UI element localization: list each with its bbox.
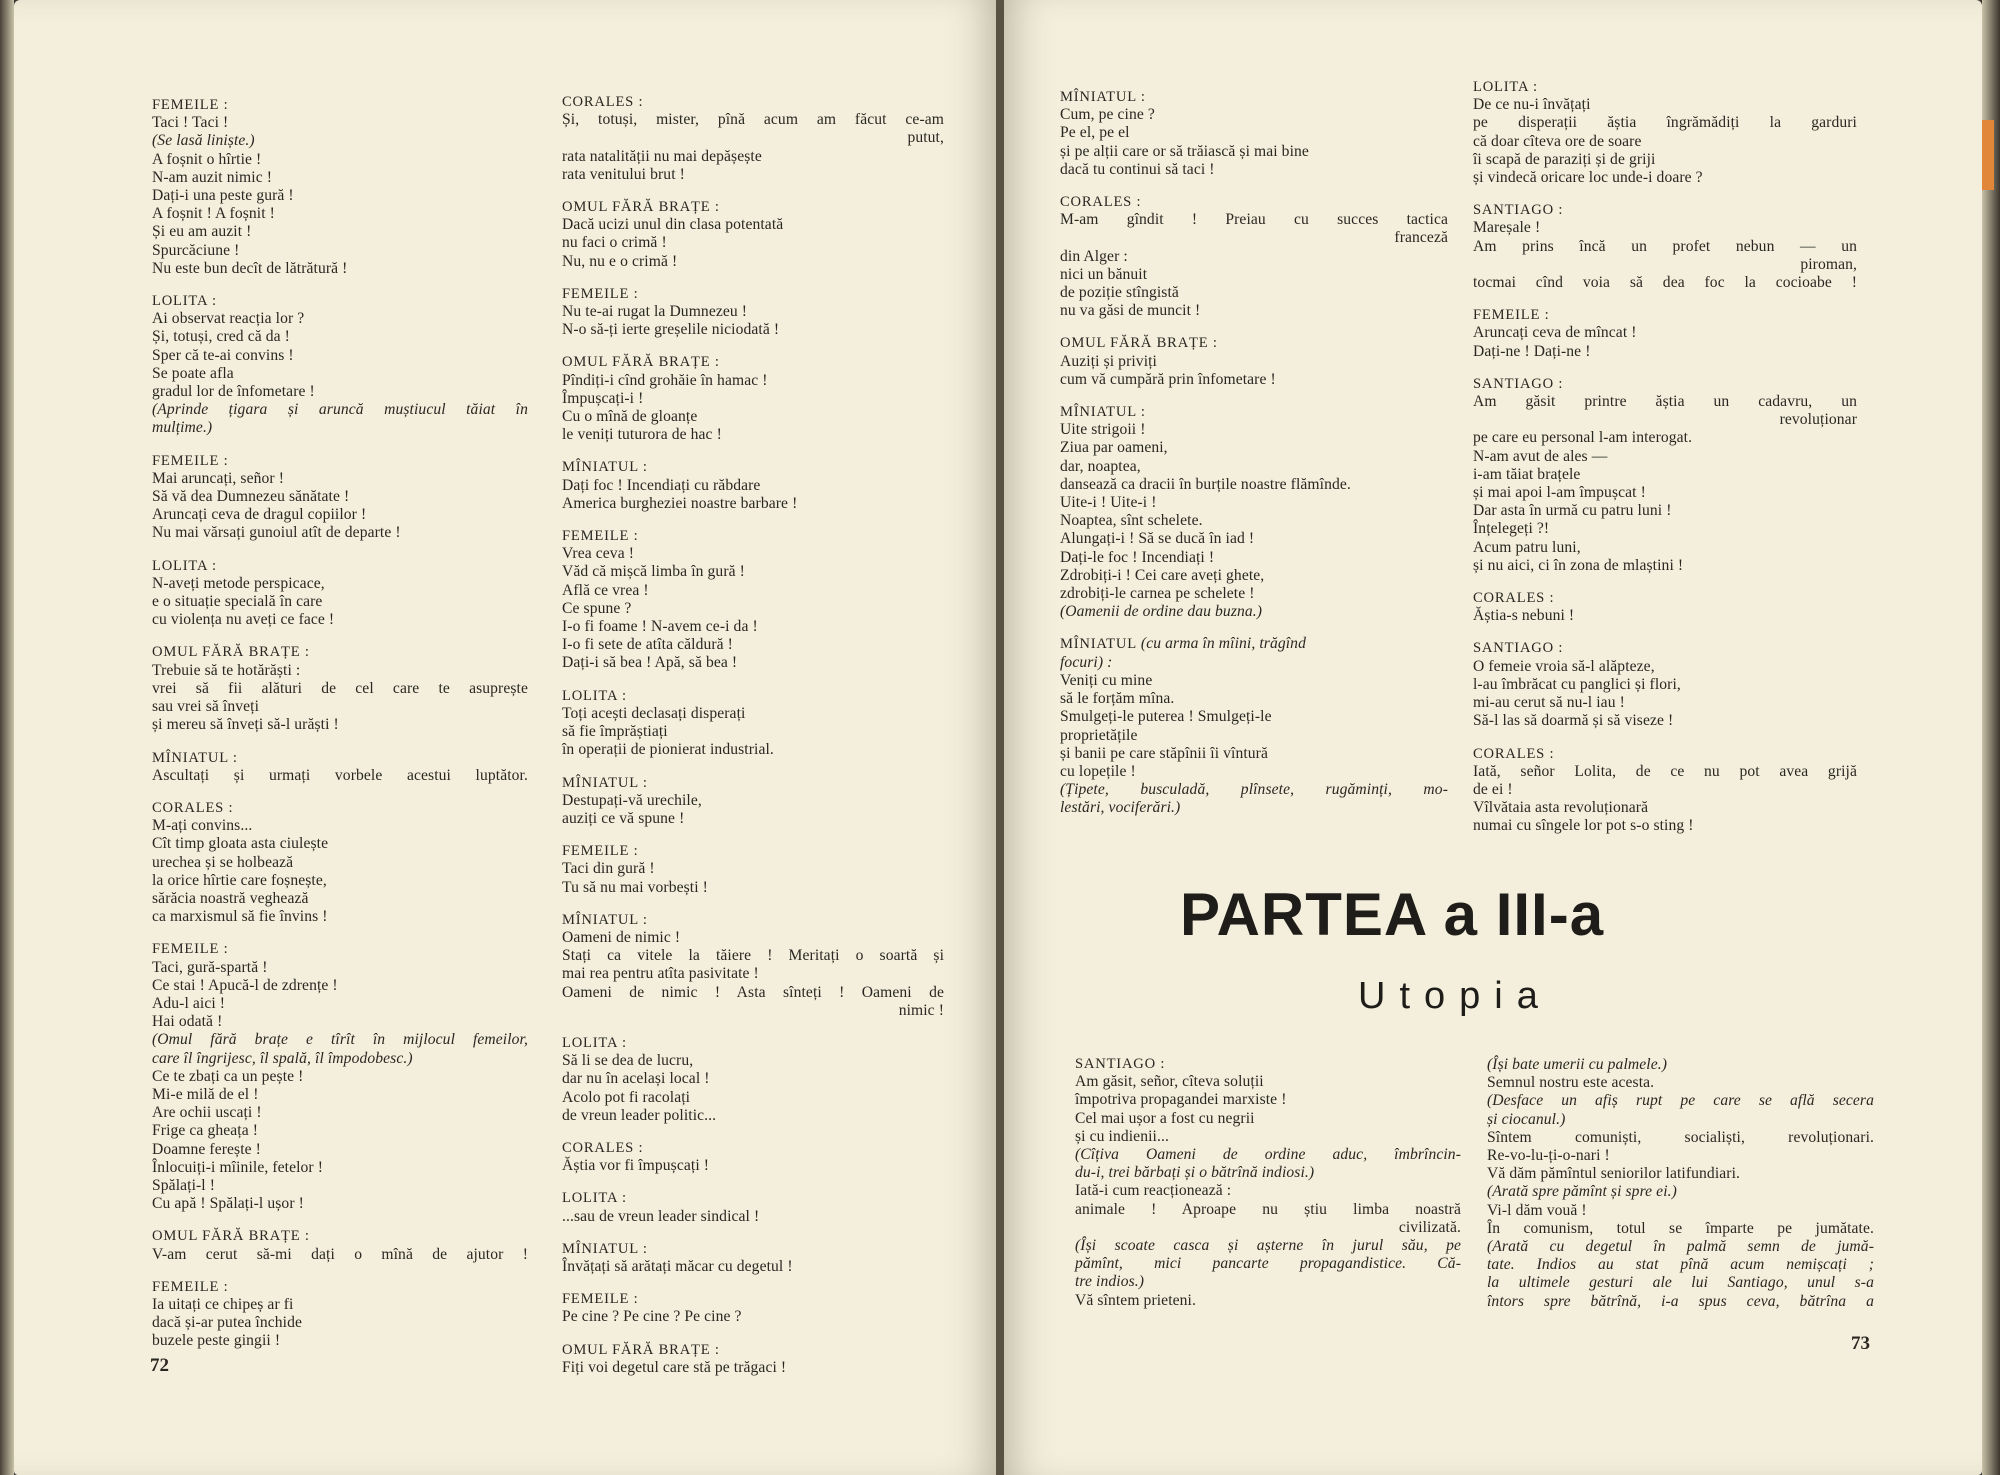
dialogue-line: Oameni de nimic ! — [562, 928, 681, 946]
speaker-name: OMUL FĂRĂ BRAȚE : — [1060, 335, 1218, 352]
part-subtitle: Utopia — [1358, 975, 1552, 1017]
right-column-3 — [1075, 1055, 1461, 1324]
dialogue-line: animale ! Aproape nu știu limba noastră — [1075, 1200, 1461, 1218]
dialogue-line: Aruncați ceva de mîncat ! — [1473, 324, 1637, 342]
dialogue-line: Mareșale ! — [1473, 219, 1541, 237]
dialogue-line: și nu aici, ci în zona de mlaștini ! — [1473, 556, 1684, 574]
dialogue-line: Și, totuși, cred că da ! — [152, 328, 290, 346]
dialogue-line: V-am cerut să-mi dați o mînă de ajutor ! — [152, 1245, 528, 1263]
book-edge-right — [1982, 0, 2000, 1475]
right-column-2 — [1473, 78, 1857, 850]
dialogue-line: ca marxismul să fie învins ! — [152, 908, 328, 926]
dialogue-line: (Țipete, busculadă, plînsete, rugăminți, mo- — [1060, 781, 1448, 799]
dialogue-line: Nu este bun decît de lătrătură ! — [152, 259, 348, 277]
dialogue-line: cum vă cumpără prin înfometare ! — [1060, 370, 1276, 388]
speaker-name: MÎNIATUL : — [1060, 404, 1146, 421]
speech-block — [562, 1290, 944, 1326]
dialogue-line: Și, totuși, mister, pînă acum am făcut ce-am — [562, 111, 944, 129]
speech-block — [152, 452, 528, 543]
dialogue-line: tre indios.) — [1075, 1273, 1145, 1291]
speaker-name: FEMEILE : — [562, 1291, 639, 1308]
dialogue-line: l-au îmbrăcat cu panglici și flori, — [1473, 675, 1681, 693]
dialogue-line: Vîlvătaia asta revoluționară — [1473, 799, 1649, 817]
speaker-name: LOLITA : — [1473, 79, 1538, 95]
dialogue-line: piroman, — [1800, 255, 1857, 273]
speech-block — [562, 527, 944, 673]
dialogue-line: Ăștia-s nebuni ! — [1473, 607, 1575, 625]
dialogue-line: care îl îngrijesc, îl spală, îl împodobesc.) — [152, 1049, 413, 1067]
speech-block — [1473, 306, 1857, 361]
dialogue-line: Ăștia vor fi împușcați ! — [562, 1157, 710, 1175]
speaker-name: LOLITA : — [562, 687, 627, 704]
dialogue-line: Să vă dea Dumnezeu sănătate ! — [152, 488, 350, 506]
dialogue-line: Taci din gură ! — [562, 860, 655, 878]
dialogue-line: N-aveți metode perspicace, — [152, 574, 325, 592]
dialogue-line: rata venitului brut ! — [562, 165, 685, 183]
speaker-name: FEMEILE : — [562, 843, 639, 860]
dialogue-line: și cu indienii... — [1075, 1127, 1169, 1145]
dialogue-line: M-ați convins... — [152, 817, 253, 835]
dialogue-line: rata natalității nu mai depășește — [562, 147, 762, 165]
dialogue-line: numai cu sîngele lor pot s-o sting ! — [1473, 817, 1694, 835]
dialogue-line: Toți acești declasați disperați — [562, 704, 746, 722]
right-column-1 — [1060, 88, 1448, 832]
speech-block — [562, 842, 944, 897]
dialogue-line: Ai observat reacția lor ? — [152, 310, 305, 328]
dialogue-line: Mai aruncați, señor ! — [152, 469, 284, 487]
speech-block — [1473, 745, 1857, 836]
dialogue-line: Fiți voi degetul care stă pe trăgaci ! — [562, 1358, 787, 1376]
dialogue-line: tate. Indios au stat pînă acum nemișcați ; — [1487, 1256, 1874, 1274]
dialogue-line: Ascultați și urmați vorbele acestui luptător. — [152, 766, 528, 784]
dialogue-line: dansează ca dracii în burțile noastre flămînde. — [1060, 475, 1351, 493]
speech-block — [562, 1034, 944, 1125]
speech-block — [152, 799, 528, 926]
dialogue-line: Spălați-l ! — [152, 1176, 216, 1194]
dialogue-line: I-o fi sete de atîta căldură ! — [562, 636, 733, 654]
dialogue-line: Acolo pot fi racolați — [562, 1088, 691, 1106]
dialogue-line: (Arată cu degetul în palmă semn de jumă- — [1487, 1238, 1874, 1256]
dialogue-line: (Aprinde țigara și aruncă muștiucul tăiat în — [152, 401, 528, 419]
dialogue-line: din Alger : — [1060, 247, 1128, 265]
dialogue-line: Ce te zbați ca un pește ! — [152, 1067, 304, 1085]
dialogue-line: Ce stai ! Apucă-l de zdrențe ! — [152, 976, 338, 994]
speech-block — [1473, 78, 1857, 187]
dialogue-line: Acum patru luni, — [1473, 538, 1581, 556]
dialogue-line: lestări, vociferări.) — [1060, 799, 1181, 817]
speech-block — [562, 687, 944, 760]
dialogue-line: Dați-ne ! Dați-ne ! — [1473, 342, 1591, 360]
dialogue-line: le veniți tuturora de hac ! — [562, 426, 722, 444]
dialogue-line: Vă dăm pămîntul seniorilor latifundiari. — [1487, 1165, 1741, 1183]
speech-block — [562, 774, 944, 829]
dialogue-line: (Arată spre pămînt și spre ei.) — [1487, 1183, 1677, 1201]
dialogue-line: auziți ce vă spune ! — [562, 809, 685, 827]
dialogue-line: și mai apoi l-am împușcat ! — [1473, 484, 1646, 502]
dialogue-line: Trebuie să te hotărăști : — [152, 661, 301, 679]
speech-block — [1473, 639, 1857, 730]
speech-block — [1075, 1055, 1461, 1310]
dialogue-line: dar nu în același local ! — [562, 1070, 710, 1088]
speech-block — [562, 911, 944, 1020]
speech-block — [1060, 193, 1448, 320]
speaker-name: MÎNIATUL : — [152, 749, 238, 766]
dialogue-line: (Se lasă liniște.) — [152, 132, 255, 150]
dialogue-line: Semnul nostru este acesta. — [1487, 1074, 1655, 1092]
dialogue-line: revoluționar — [1779, 411, 1857, 429]
speaker-name: CORALES : — [152, 799, 234, 816]
speaker-name: FEMEILE : — [152, 941, 229, 958]
dialogue-line: Cu apă ! Spălați-l ușor ! — [152, 1195, 304, 1213]
dialogue-line: dacă tu continui să taci ! — [1060, 160, 1215, 178]
dialogue-line: Frige ca gheața ! — [152, 1122, 259, 1140]
dialogue-line: cu violența nu aveți ce face ! — [152, 611, 335, 629]
dialogue-line: (Își bate umerii cu palmele.) — [1487, 1056, 1668, 1073]
speech-block — [562, 198, 944, 271]
dialogue-line: nu faci o crimă ! — [562, 234, 667, 252]
dialogue-line: America burgheziei noastre barbare ! — [562, 494, 798, 512]
speech-block — [562, 1341, 944, 1377]
dialogue-line: că doar cîteva ore de soare — [1473, 132, 1642, 150]
dialogue-line: Am găsit printre ăștia un cadavru, un — [1473, 393, 1857, 411]
dialogue-line: Stați ca vitele la tăiere ! Meritați o soartă și — [562, 947, 944, 965]
dialogue-line: gradul lor de înfometare ! — [152, 383, 315, 401]
dialogue-line: și vindecă oricare loc unde-i doare ? — [1473, 169, 1703, 187]
speaker-name: FEMEILE : — [1473, 307, 1550, 324]
dialogue-line: Nu mai vărsați gunoiul atît de departe ! — [152, 524, 401, 542]
dialogue-line: în operații de pionierat industrial. — [562, 741, 774, 759]
dialogue-line: (Desface un afiș rupt pe care se află secera — [1487, 1092, 1874, 1110]
dialogue-line: Mi-e milă de el ! — [152, 1085, 259, 1103]
dialogue-line: să le forțăm mîna. — [1060, 690, 1175, 708]
speech-block — [1060, 334, 1448, 389]
dialogue-line: (Își scoate casca și așterne în jurul său, pe — [1075, 1237, 1461, 1255]
dialogue-line: Oameni de nimic ! Asta sînteți ! Oameni de — [562, 983, 944, 1001]
dialogue-line: ...sau de vreun leader sindical ! — [562, 1207, 760, 1225]
speaker-name: LOLITA : — [152, 557, 217, 574]
dialogue-line: Destupați-vă urechile, — [562, 791, 702, 809]
dialogue-line: nici un bănuit — [1060, 265, 1148, 283]
speech-block — [152, 557, 528, 630]
dialogue-line: Alungați-i ! Să se ducă în iad ! — [1060, 530, 1255, 548]
book-edge-left — [0, 0, 14, 1475]
dialogue-line: Înțelegeți ?! — [1473, 520, 1550, 538]
dialogue-line: Uite strigoii ! — [1060, 421, 1146, 439]
speaker-name: SANTIAGO : — [1473, 202, 1564, 219]
speaker-name: CORALES : — [1473, 745, 1555, 762]
dialogue-line: la ultimele gesturi ale lui Santiago, unul s-a — [1487, 1274, 1874, 1292]
bookmark-tab — [1982, 120, 1994, 190]
speech-block — [1473, 375, 1857, 575]
speaker-name: MÎNIATUL : — [562, 774, 648, 791]
dialogue-line: du-i, trei bărbați și o bătrînă indiosi.) — [1075, 1164, 1315, 1182]
speaker-name: FEMEILE : — [152, 1278, 229, 1295]
speech-block — [562, 1189, 944, 1225]
dialogue-line: focuri) : — [1060, 653, 1113, 671]
dialogue-line: Înlocuiți-i mîinile, fetelor ! — [152, 1158, 324, 1176]
dialogue-line: Cu o mînă de gloanțe — [562, 408, 698, 426]
speaker-name: LOLITA : — [562, 1190, 627, 1207]
dialogue-line: Să li se dea de lucru, — [562, 1052, 694, 1070]
speaker-name: OMUL FĂRĂ BRAȚE : — [562, 354, 720, 371]
dialogue-line: nu va găsi de muncit ! — [1060, 302, 1201, 320]
dialogue-line: Iată-i cum reacționează : — [1075, 1182, 1232, 1200]
dialogue-line: Auziți și priviți — [1060, 352, 1157, 370]
dialogue-line: mulțime.) — [152, 419, 213, 437]
speaker-name: OMUL FĂRĂ BRAȚE : — [562, 1341, 720, 1358]
dialogue-line: În comunism, totul se împarte pe jumătate. — [1487, 1219, 1874, 1237]
speech-block — [562, 1240, 944, 1276]
dialogue-line: Vrea ceva ! — [562, 545, 635, 563]
dialogue-line: Re-vo-lu-ți-o-nari ! — [1487, 1147, 1610, 1165]
dialogue-line: buzele peste gingii ! — [152, 1332, 281, 1350]
dialogue-line: Află ce vrea ! — [562, 581, 649, 599]
dialogue-line: Uite-i ! Uite-i ! — [1060, 494, 1157, 512]
dialogue-line: Hai odată ! — [152, 1013, 223, 1031]
speaker-name: FEMEILE : — [152, 97, 229, 113]
dialogue-line: Nu, nu e o crimă ! — [562, 252, 678, 270]
dialogue-line: mi-au cerut să nu-l iau ! — [1473, 694, 1625, 712]
dialogue-line: Sîntem comuniști, socialiști, revoluționari. — [1487, 1128, 1874, 1146]
speaker-name: CORALES : — [562, 1139, 644, 1156]
dialogue-line: Adu-l aici ! — [152, 994, 226, 1012]
dialogue-line: Dați foc ! Incendiați cu răbdare — [562, 476, 761, 494]
speech-block — [1060, 635, 1448, 817]
speaker-name: MÎNIATUL : — [1060, 89, 1146, 105]
dialogue-line: și banii pe care stăpînii îi vîntură — [1060, 744, 1268, 762]
dialogue-line: Sper că te-ai convins ! — [152, 346, 294, 364]
dialogue-line: Tu să nu mai vorbești ! — [562, 878, 708, 896]
dialogue-line: Smulgeți-le puterea ! Smulgeți-le — [1060, 708, 1272, 726]
speech-block — [152, 643, 528, 734]
dialogue-line: pămînt, mici pancarte propagandistice. Că- — [1075, 1255, 1461, 1273]
speech-block — [152, 96, 528, 278]
right-column-4 — [1487, 1056, 1874, 1325]
dialogue-line: A foșnit o hîrtie ! — [152, 150, 262, 168]
speech-block — [152, 749, 528, 785]
dialogue-line: civilizată. — [1398, 1218, 1461, 1236]
speaker-name: CORALES : — [1473, 590, 1555, 607]
dialogue-line: Zdrobiți-i ! Cei care aveți ghete, — [1060, 566, 1265, 584]
dialogue-line: Pe el, pe el — [1060, 124, 1130, 142]
speech-block — [1060, 88, 1448, 179]
dialogue-line: Spurcăciune ! — [152, 241, 240, 259]
dialogue-line: franceză — [1394, 229, 1448, 247]
speaker-name: LOLITA : — [562, 1034, 627, 1051]
dialogue-line: N-am auzit nimic ! — [152, 168, 273, 186]
speaker-name: FEMEILE : — [562, 528, 639, 545]
dialogue-line: (Cîțiva Oameni de ordine aduc, îmbrîncin- — [1075, 1146, 1461, 1164]
dialogue-line: Dați-i să bea ! Apă, să bea ! — [562, 654, 738, 672]
dialogue-line: Văd că mișcă limba în gură ! — [562, 563, 745, 581]
dialogue-line: M-am gîndit ! Preiau cu succes tactica — [1060, 211, 1448, 229]
speech-block — [1487, 1056, 1874, 1311]
left-column-2 — [562, 93, 944, 1391]
dialogue-line: Veniți cu mine — [1060, 671, 1153, 689]
dialogue-line: împotriva propagandei marxiste ! — [1075, 1091, 1287, 1109]
dialogue-line: Și eu am auzit ! — [152, 223, 252, 241]
dialogue-line: N-am avut de ales — — [1473, 447, 1608, 465]
speech-block — [152, 940, 528, 1213]
speaker-name: OMUL FĂRĂ BRAȚE : — [152, 1228, 310, 1245]
dialogue-line: Cel mai ușor a fost cu negrii — [1075, 1109, 1255, 1127]
speech-block — [1473, 201, 1857, 292]
dialogue-line: tocmai cînd voia să dea foc la cocioabe ! — [1473, 274, 1857, 292]
speaker-name: OMUL FĂRĂ BRAȚE : — [152, 644, 310, 661]
speaker-name: LOLITA : — [152, 293, 217, 310]
speaker-name: FEMEILE : — [152, 452, 229, 469]
dialogue-line: la orice hîrtie care foșnește, — [152, 871, 327, 889]
dialogue-line: urechea și se holbează — [152, 853, 294, 871]
page-number-right: 73 — [1851, 1333, 1870, 1354]
dialogue-line: Iată, señor Lolita, de ce nu pot avea grijă — [1473, 762, 1857, 780]
speaker-name: SANTIAGO : — [1473, 640, 1564, 657]
dialogue-line: Am găsit, señor, cîteva soluții — [1075, 1073, 1264, 1091]
dialogue-line: și pe alții care or să trăiască și mai bine — [1060, 142, 1309, 160]
dialogue-line: Nu te-ai rugat la Dumnezeu ! — [562, 303, 748, 321]
dialogue-line: îi scapă de paraziți și de griji — [1473, 150, 1656, 168]
speaker-name: MÎNIATUL (cu arma în mîini, trăgînd — [1060, 635, 1306, 653]
dialogue-line: și mereu să înveți să-l urăști ! — [152, 716, 339, 734]
dialogue-line: Taci, gură-spartă ! — [152, 958, 268, 976]
dialogue-line: Taci ! Taci ! — [152, 114, 229, 132]
dialogue-line: să fie împrăștiați — [562, 723, 668, 741]
dialogue-line: A foșnit ! A foșnit ! — [152, 205, 275, 223]
dialogue-line: Să-l las să doarmă și să viseze ! — [1473, 712, 1674, 730]
dialogue-line: N-o să-ți ierte greșelile niciodată ! — [562, 321, 780, 339]
speaker-name: SANTIAGO : — [1473, 375, 1564, 392]
dialogue-line: sărăcia noastră veghează — [152, 889, 309, 907]
dialogue-line: (Oamenii de ordine dau buzna.) — [1060, 603, 1263, 621]
dialogue-line: De ce nu-i învățați — [1473, 96, 1591, 114]
speaker-name: CORALES : — [562, 94, 644, 110]
speaker-name: CORALES : — [1060, 194, 1142, 211]
dialogue-line: și ciocanul.) — [1487, 1110, 1566, 1128]
dialogue-line: Pîndiți-i cînd grohăie în hamac ! — [562, 371, 768, 389]
dialogue-line: Se poate afla — [152, 364, 234, 382]
speaker-name: MÎNIATUL : — [562, 911, 648, 928]
dialogue-line: Noaptea, sînt schelete. — [1060, 512, 1203, 530]
dialogue-line: Ia uitați ce chipeș ar fi — [152, 1295, 294, 1313]
dialogue-line: mai rea pentru atîta pasivitate ! — [562, 965, 759, 983]
dialogue-line: Am prins încă un profet nebun — un — [1473, 237, 1857, 255]
dialogue-line: Cît timp gloata asta ciulește — [152, 835, 329, 853]
speech-block — [1060, 403, 1448, 621]
dialogue-line: sau vrei să înveți — [152, 698, 260, 716]
dialogue-line: Vi-l dăm vouă ! — [1487, 1201, 1587, 1219]
speaker-name: MÎNIATUL : — [562, 1240, 648, 1257]
speech-block — [562, 93, 944, 184]
part-title: PARTEA a III-a — [1180, 881, 1605, 948]
dialogue-line: O femeie vroia să-l alăpteze, — [1473, 657, 1655, 675]
dialogue-line: e o situație specială în care — [152, 593, 323, 611]
speech-block — [152, 292, 528, 438]
dialogue-line: Dacă ucizi unul din clasa potentată — [562, 216, 784, 234]
page-number-left: 72 — [150, 1355, 169, 1376]
dialogue-line: I-o fi foame ! N-avem ce-i da ! — [562, 618, 758, 636]
speaker-name: FEMEILE : — [562, 285, 639, 302]
dialogue-line: pe care eu personal l-am interogat. — [1473, 429, 1693, 447]
speech-block — [562, 1139, 944, 1175]
dialogue-line: cu lopețile ! — [1060, 762, 1136, 780]
dialogue-line: (Omul fără brațe e tîrît în mijlocul femeilor, — [152, 1031, 528, 1049]
dialogue-line: nimic ! — [898, 1001, 944, 1019]
dialogue-line: Doamne ferește ! — [152, 1140, 261, 1158]
dialogue-line: Dați-i una peste gură ! — [152, 187, 294, 205]
speech-block — [152, 1227, 528, 1263]
dialogue-line: Dar asta în urmă cu patru luni ! — [1473, 502, 1672, 520]
dialogue-line: zdrobiți-le carnea pe schelete ! — [1060, 585, 1255, 603]
speech-block — [1473, 589, 1857, 625]
dialogue-line: dar, noaptea, — [1060, 457, 1141, 475]
speaker-name: MÎNIATUL : — [562, 459, 648, 476]
dialogue-line: Aruncați ceva de dragul copiilor ! — [152, 506, 367, 524]
book-gutter — [996, 0, 1004, 1475]
dialogue-line: Ce spune ? — [562, 599, 632, 617]
speech-block — [562, 353, 944, 444]
dialogue-line: de poziție stîngistă — [1060, 284, 1179, 302]
dialogue-line: Învățați să arătați măcar cu degetul ! — [562, 1257, 793, 1275]
dialogue-line: Vă sîntem prieteni. — [1075, 1291, 1196, 1309]
dialogue-line: Împușcați-i ! — [562, 389, 644, 407]
dialogue-line: putut, — [907, 129, 944, 147]
dialogue-line: de ei ! — [1473, 780, 1513, 798]
dialogue-line: vrei să fii alături de cel care te asuprește — [152, 679, 528, 697]
dialogue-line: proprietățile — [1060, 726, 1138, 744]
dialogue-line: de vreun leader politic... — [562, 1106, 717, 1124]
dialogue-line: dacă și-ar putea închide — [152, 1314, 303, 1332]
dialogue-line: Pe cine ? Pe cine ? Pe cine ? — [562, 1308, 742, 1326]
speech-block — [152, 1278, 528, 1351]
dialogue-line: Dați-le foc ! Incendiați ! — [1060, 548, 1215, 566]
speech-block — [562, 458, 944, 513]
dialogue-line: Are ochii uscați ! — [152, 1104, 262, 1122]
left-column-1 — [152, 96, 528, 1365]
speech-block — [562, 285, 944, 340]
speaker-name: OMUL FĂRĂ BRAȚE : — [562, 199, 720, 216]
speaker-name: SANTIAGO : — [1075, 1056, 1166, 1072]
dialogue-line: pe disperații ăștia îngrămădiți la garduri — [1473, 114, 1857, 132]
dialogue-line: Ziua par oameni, — [1060, 439, 1168, 457]
dialogue-line: i-am tăiat brațele — [1473, 465, 1581, 483]
dialogue-line: Cum, pe cine ? — [1060, 106, 1155, 124]
dialogue-line: întors spre bătrînă, i-a spus ceva, bătrîna a — [1487, 1292, 1874, 1310]
